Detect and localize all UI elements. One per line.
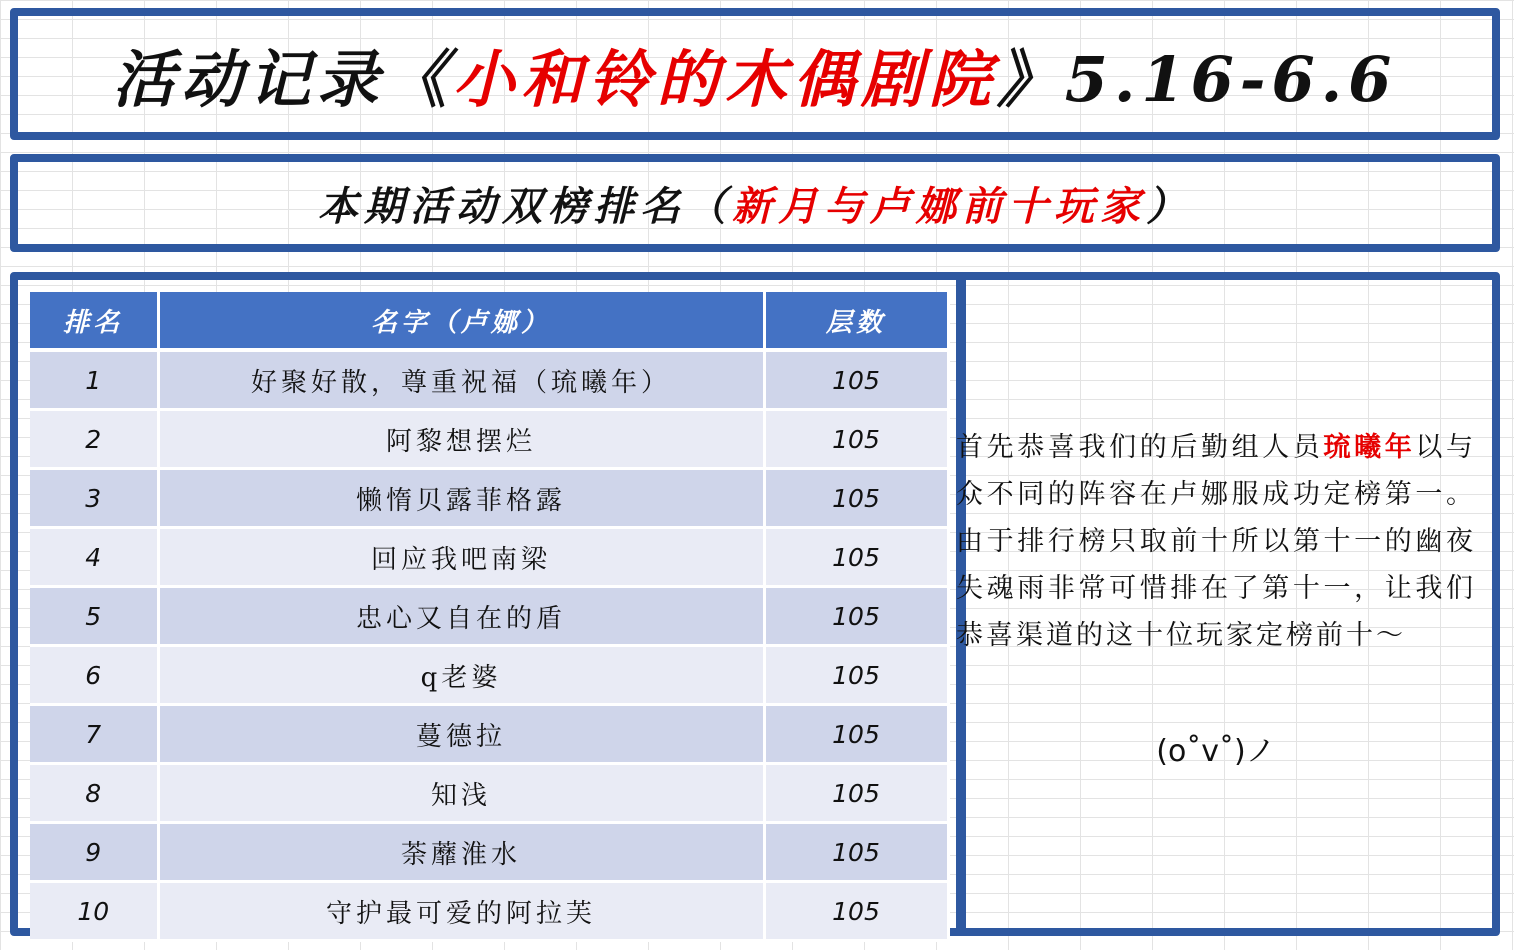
rank-cell: 10 xyxy=(30,882,158,941)
header-rank: 排名 xyxy=(30,292,158,350)
rank-cell: 3 xyxy=(30,469,158,528)
table-row xyxy=(30,469,948,528)
note-part-2: 以与众不同的阵容在卢娜服成功定榜第一。由于排行榜只取前十所以第十一的幽夜失魂雨非常可惜排在了第十一，让我们恭喜渠道的这十位玩家定榜前十～ xyxy=(956,432,1476,651)
floors-cell: 105 xyxy=(764,705,948,764)
title-suffix: 》5.16-6.6 xyxy=(996,42,1398,116)
title-prefix: 活动记录《 xyxy=(112,42,453,116)
rank-cell: 8 xyxy=(30,764,158,823)
rank-cell: 9 xyxy=(30,823,158,882)
rank-cell: 4 xyxy=(30,528,158,587)
table-row xyxy=(30,350,948,410)
header-floors: 层数 xyxy=(764,292,948,350)
table-header-row xyxy=(30,292,948,350)
name-cell: 阿黎想摆烂 xyxy=(158,410,764,469)
name-cell: 知浅 xyxy=(158,764,764,823)
floors-cell: 105 xyxy=(764,350,948,410)
note-highlight-name: 琉曦年 xyxy=(1323,432,1416,463)
table-row xyxy=(30,823,948,882)
name-cell: 好聚好散，尊重祝福（琉曦年） xyxy=(158,350,764,410)
table-row xyxy=(30,587,948,646)
name-cell: 荼蘼淮水 xyxy=(158,823,764,882)
table-row xyxy=(30,882,948,941)
ranking-table xyxy=(30,292,950,942)
floors-cell: 105 xyxy=(764,646,948,705)
floors-cell: 105 xyxy=(764,823,948,882)
floors-cell: 105 xyxy=(764,764,948,823)
rank-cell: 5 xyxy=(30,587,158,646)
name-cell: 忠心又自在的盾 xyxy=(158,587,764,646)
subtitle-suffix: ） xyxy=(1146,182,1192,230)
note-part-1: 首先恭喜我们的后勤组人员 xyxy=(956,432,1324,463)
table-row xyxy=(30,646,948,705)
subtitle-highlight: 新月与卢娜前十玩家 xyxy=(732,182,1146,230)
rank-cell: 2 xyxy=(30,410,158,469)
table-row xyxy=(30,705,948,764)
page-subtitle xyxy=(18,162,1492,244)
page-title xyxy=(18,16,1492,132)
floors-cell: 105 xyxy=(764,469,948,528)
floors-cell: 105 xyxy=(764,528,948,587)
rank-cell: 7 xyxy=(30,705,158,764)
emoticon: (o˚v˚)ノ xyxy=(1156,734,1276,769)
announcement-text xyxy=(956,424,1476,659)
rank-cell: 1 xyxy=(30,350,158,410)
floors-cell: 105 xyxy=(764,410,948,469)
header-name: 名字（卢娜） xyxy=(158,292,764,350)
subtitle-banner xyxy=(10,154,1500,252)
name-cell: 守护最可爱的阿拉芙 xyxy=(158,882,764,941)
rank-cell: 6 xyxy=(30,646,158,705)
name-cell: 蔓德拉 xyxy=(158,705,764,764)
subtitle-prefix: 本期活动双榜排名（ xyxy=(318,182,732,230)
table-row xyxy=(30,410,948,469)
event-name: 小和铃的木偶剧院 xyxy=(452,42,997,116)
title-banner xyxy=(10,8,1500,140)
table-row xyxy=(30,764,948,823)
floors-cell: 105 xyxy=(764,587,948,646)
name-cell: 懒惰贝露菲格露 xyxy=(158,469,764,528)
floors-cell: 105 xyxy=(764,882,948,941)
name-cell: 回应我吧南梁 xyxy=(158,528,764,587)
name-cell: q老婆 xyxy=(158,646,764,705)
table-row xyxy=(30,528,948,587)
